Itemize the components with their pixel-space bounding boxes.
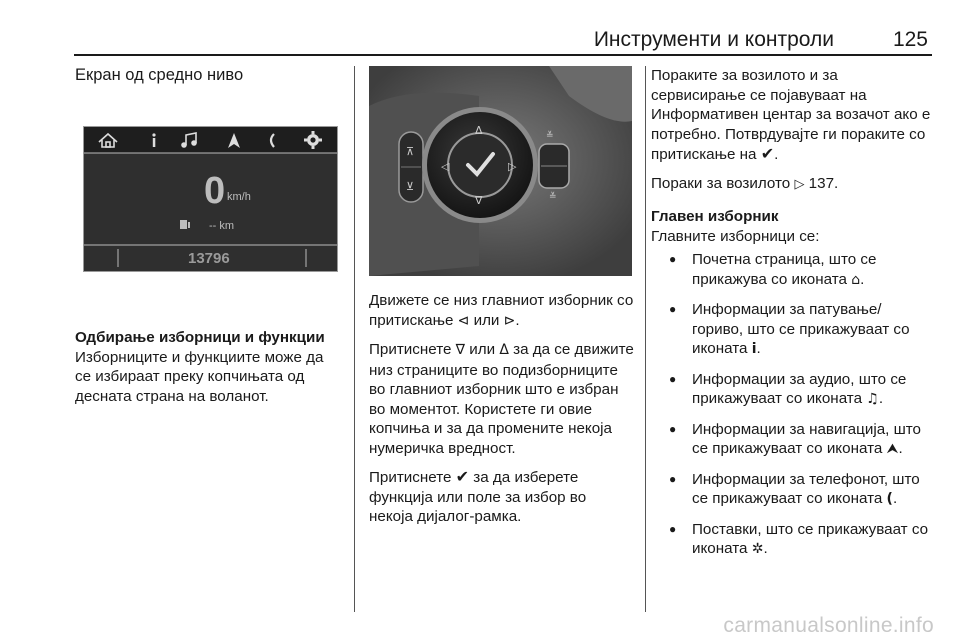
- svg-text:⊼: ⊼: [406, 145, 415, 158]
- list-item: ● Информации за аудио, што се прикажуваат со иконата ♫.: [651, 370, 933, 410]
- subheading-menu-selection: Одбирање изборници и функции: [75, 329, 325, 346]
- main-menu-intro: Главните изборници се:: [651, 227, 820, 245]
- paragraph-select: Притиснете ✔ за да изберете функција или поле за избор во некоја дијалог-рамка.: [369, 467, 587, 525]
- column-left: [75, 66, 343, 86]
- info-icon: i: [751, 341, 757, 357]
- column-right: [651, 66, 933, 570]
- settings-icon: ✲: [751, 541, 764, 557]
- main-menu-list: [651, 250, 933, 560]
- svg-text:◁: ◁: [441, 160, 450, 173]
- music-icon: ♫: [866, 391, 879, 407]
- section-title: Екран од средно ниво: [75, 66, 244, 84]
- instrument-cluster-image: [83, 126, 338, 272]
- left-arrow-icon: ⊲: [457, 312, 470, 329]
- info-icon: [152, 133, 155, 147]
- svg-text:⊻: ⊻: [406, 180, 415, 193]
- column-divider-1: [354, 66, 355, 612]
- down-arrow-icon: ∇: [455, 342, 466, 358]
- navigation-icon: ⮝: [886, 441, 899, 457]
- list-item: ● Информации за телефонот, што се прикажуваат со иконата (.: [651, 470, 933, 510]
- speed-unit: km/h: [227, 191, 251, 203]
- list-item: ● Поставки, што се прикажуваат со иконата ✲.: [651, 520, 933, 560]
- check-icon: ✔: [760, 144, 775, 163]
- page-header: [74, 24, 932, 54]
- speed-value: 0: [204, 170, 226, 212]
- svg-text:Δ: Δ: [475, 124, 483, 137]
- fuel-icon: [180, 220, 190, 229]
- subheading-main-menu: Главен изборник: [651, 208, 779, 225]
- paragraph-cross-reference: Пораки за возилото ▷ 137.: [651, 174, 839, 192]
- watermark: carmanualsonline.info: [723, 614, 934, 637]
- list-item: ● Информации за патување/ гориво, што се прикажуваат со иконата i.: [651, 300, 933, 360]
- header-title: Инструменти и контроли: [593, 28, 834, 51]
- paragraph-submenus: Притиснете ∇ или Δ за да се движите низ страниците во подизборниците во главниот изборник што е избран во моментот. Користете ги овие копчиња и за да промените некоја нумеричка вредност.: [369, 341, 634, 457]
- paragraph-selection: Изборниците и функциите може да се избираат преку копчињата од десната страна на воланот.: [75, 348, 324, 405]
- phone-icon: (: [886, 491, 893, 507]
- steering-controls-image: [369, 66, 632, 276]
- right-arrow-icon: ⊳: [503, 312, 516, 329]
- column-middle: [369, 291, 634, 536]
- header-rule: [74, 54, 932, 56]
- svg-text:≚: ≚: [549, 192, 557, 202]
- page-number: 125: [892, 28, 928, 51]
- odometer-value: 13796: [188, 250, 230, 267]
- home-icon: ⌂: [851, 271, 861, 288]
- svg-text:▷: ▷: [508, 160, 517, 173]
- list-item: ● Почетна страница, што се прикажува со иконата ⌂.: [651, 250, 933, 290]
- paragraph-navigate: Движете се низ главниот изборник со притискање ⊲ или ⊳.: [369, 292, 634, 329]
- svg-text:∇: ∇: [475, 194, 483, 207]
- column-left-text: [75, 328, 343, 415]
- reference-arrow-icon: ▷: [794, 176, 805, 192]
- check-icon: ✔: [455, 467, 470, 486]
- paragraph-vehicle-messages: Пораките за возилото и за сервисирање се појавуваат на Информативен центар за возачот ако е потребно. Потврдувајте ги пораките со притискање на ✔.: [651, 67, 931, 163]
- list-item: ● Информации за навигација, што се прикажуваат со иконата ⮝.: [651, 420, 933, 460]
- range-value: -- km: [209, 220, 235, 232]
- column-divider-2: [645, 66, 646, 612]
- svg-text:≚: ≚: [546, 131, 554, 141]
- up-arrow-icon: Δ: [499, 342, 509, 358]
